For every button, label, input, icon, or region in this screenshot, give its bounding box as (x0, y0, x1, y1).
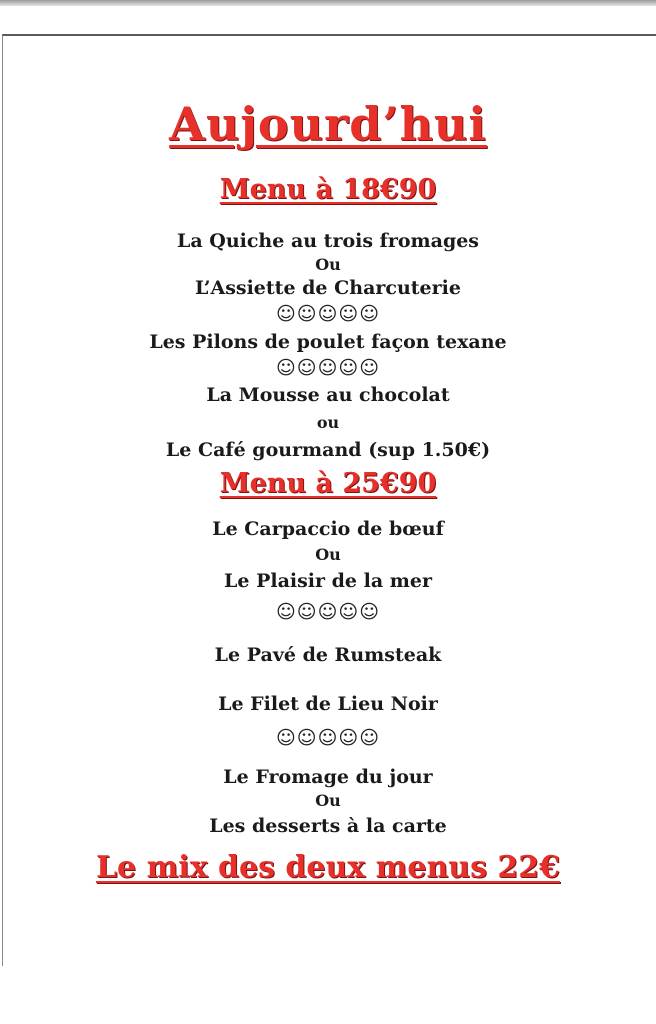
mix-menu-offer: Le mix des deux menus 22€ (95, 850, 561, 885)
menu-2-dessert-1: Le Fromage du jour (223, 766, 433, 788)
scan-bottom-edge (0, 966, 656, 1024)
smiley-separator-icon: ☺☺☺☺☺ (275, 303, 381, 325)
menu-2-main-1: Le Pavé de Rumsteak (214, 644, 442, 666)
page-title: Aujourd’hui (169, 97, 487, 151)
smiley-separator-icon: ☺☺☺☺☺ (275, 357, 381, 379)
menu-1-dessert-1: La Mousse au chocolat (206, 384, 450, 406)
menu-1-or-2: ou (316, 413, 340, 432)
smiley-separator-icon: ☺☺☺☺☺ (275, 601, 381, 623)
menu-2-dessert-2: Les desserts à la carte (209, 815, 447, 837)
menu-2-main-2: Le Filet de Lieu Noir (218, 693, 438, 715)
menu-1-starter-1: La Quiche au trois fromages (176, 230, 480, 252)
menu-1-heading: Menu à 18€90 (219, 174, 437, 205)
menu-2-or-2: Ou (315, 791, 341, 810)
menu-2-or-1: Ou (315, 545, 341, 564)
menu-2-starter-2: Le Plaisir de la mer (224, 570, 432, 592)
menu-1-starter-2: L’Assiette de Charcuterie (195, 277, 461, 299)
scan-top-edge (0, 0, 656, 6)
menu-1-or-1: Ou (315, 255, 341, 274)
smiley-separator-icon: ☺☺☺☺☺ (275, 727, 381, 749)
menu-1-dessert-2: Le Café gourmand (sup 1.50€) (165, 439, 491, 461)
menu-1-main: Les Pilons de poulet façon texane (149, 331, 507, 353)
menu-2-heading: Menu à 25€90 (219, 468, 437, 499)
menu-2-starter-1: Le Carpaccio de bœuf (212, 518, 444, 540)
